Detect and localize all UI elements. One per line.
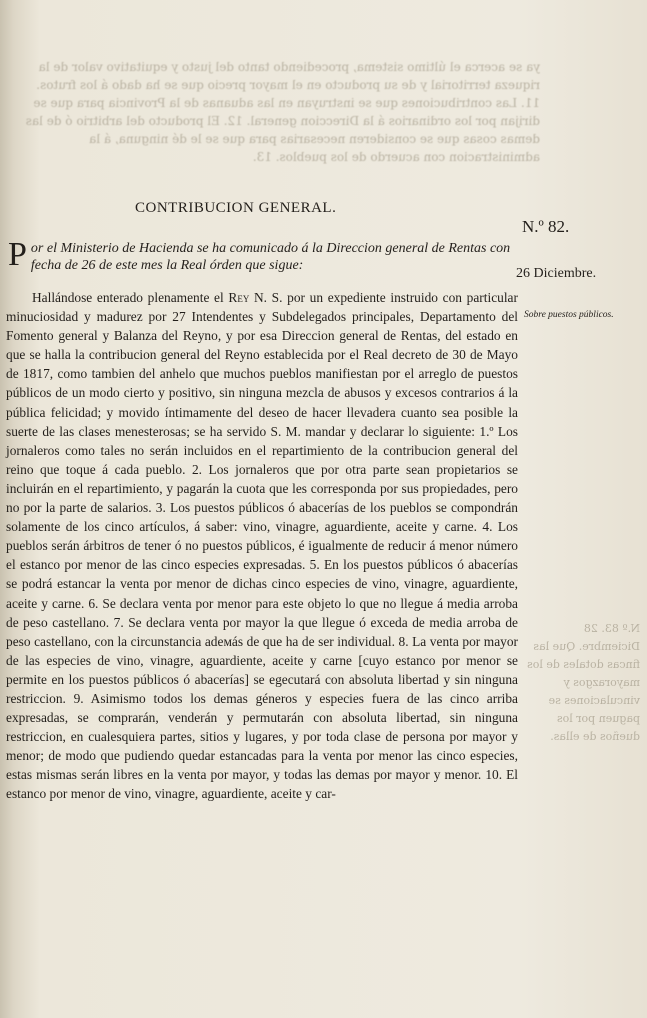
document-date: 26 Diciembre. [516,266,597,281]
body-paragraph [6,288,518,804]
body-king: Rey N. S. [228,290,283,305]
margin-note: Sobre puestos públicos. [524,310,614,320]
intro-text: or el Ministerio de Hacienda se ha comunicado á la Direccion general de Rentas con fecha de 26 de este mes la Real órden que sigue: [30,241,511,273]
body-start: Hallándose enterado plenamente el [32,290,224,305]
bleed-through-text-right: N.º 83. 28 Diciembre. Que las fincas dotales de los mayorazgos y vinculaciones se paguen por los dueños de ellas. [527,622,640,743]
body-text: por un expediente instruido con particular minuciosidad y madurez por 27 Intendentes y Subdelegados principales, Departamento del Fomento general y Balanza del Reyno, y por esa Direccion general de Rentas, del estado en que se halla la contribucion general del Reyno establecida por el Real decreto de 30 de Mayo de 1817, como tambien del anhelo que muchos pueblos manifiestan por el arreglo de puestos públicos de un modo cierto y positivo, sin ninguna mezcla de abusos y excesos contrarios á la pública felicidad; y movido íntimamente del deseo de hacer llevadera cuanto sea posible la suerte de las clases menesterosas; se ha servido S. M. mandar y declarar lo siguiente: 1.º Los jornaleros como tales no serán incluidos en el repartimiento de la contribucion general del reino que toque á cada pueblo. 2. Los jornaleros que por otra parte sean propietarios se incluirán en el repartimiento, y pagarán la cuota que les corresponda por sus propiedades, pero no por la parte de salarios. 3. Los puestos públicos ó abacerías de los pueblos se compondrán solamente de los cinco artículos, á saber: vino, vinagre, aguardiente, aceite y carne. 4. Los pueblos serán árbitros de tener ó no puestos públicos, é igualmente de reducir á menor número el estanco por menor de las cinco especies expresadas. 5. En los puestos públicos ó abacerías se podrá estancar la venta por menor de dichas cinco especies de vino, vinagre, aguardiente, aceite y carne. 6. Se declara venta por menor para este objeto lo que no llegue á media arroba de peso castellano. 7. Se declara venta por mayor la que llegue ó exceda de media arroba de peso castellano, con la circunstancia adeмás de que ha de ser individual. 8. La venta por mayor de las especies de vino, vinagre, aguardiente, aceite y carne [cuyo estanco por menor se permite en los puestos públicos ó abacerías] se egecutará con absoluta libertad y sin ninguna restriccion. 9. Asimismo todos los demas géneros y especies fuera de las cinco arriba expresadas, se comprarán, venderán y permutarán con absoluta libertad, sin ninguna restriccion, en cualesquiera partes, sitios y lugares, y por toda clase de persona por mayor y menor; de modo que pudiendo quedar estancadas para la venta por menor las cinco especies, estas mismas serán libres en la venta por mayor, y todas las demas por mayor y menor. 10. El estanco por menor de vino, vinagre, aguardiente, aceite y car- [6,290,518,802]
document-heading: CONTRIBUCION GENERAL. [135,200,337,216]
drop-cap: P [8,236,27,273]
intro-paragraph [8,236,513,274]
bleed-through-text-top: ya se acerca el último sistema, procediendo tanto del justo y equitativo valor de la riqueza territorial y de su producto en el mayor precio que se ha dado á los frutos. 11. Las contribuciones que se instruyan en las aduanas de la Provincia para que se dirijan por los ordinarios á la Direccion general. 12. El producto del arbitrio ó de las demas cosas que se consideren necesarias para que se le dé ninguna, á la administracion con acuerdo de los pueblos. 13. [25,60,540,164]
document-number: N.º 82. [522,217,570,236]
